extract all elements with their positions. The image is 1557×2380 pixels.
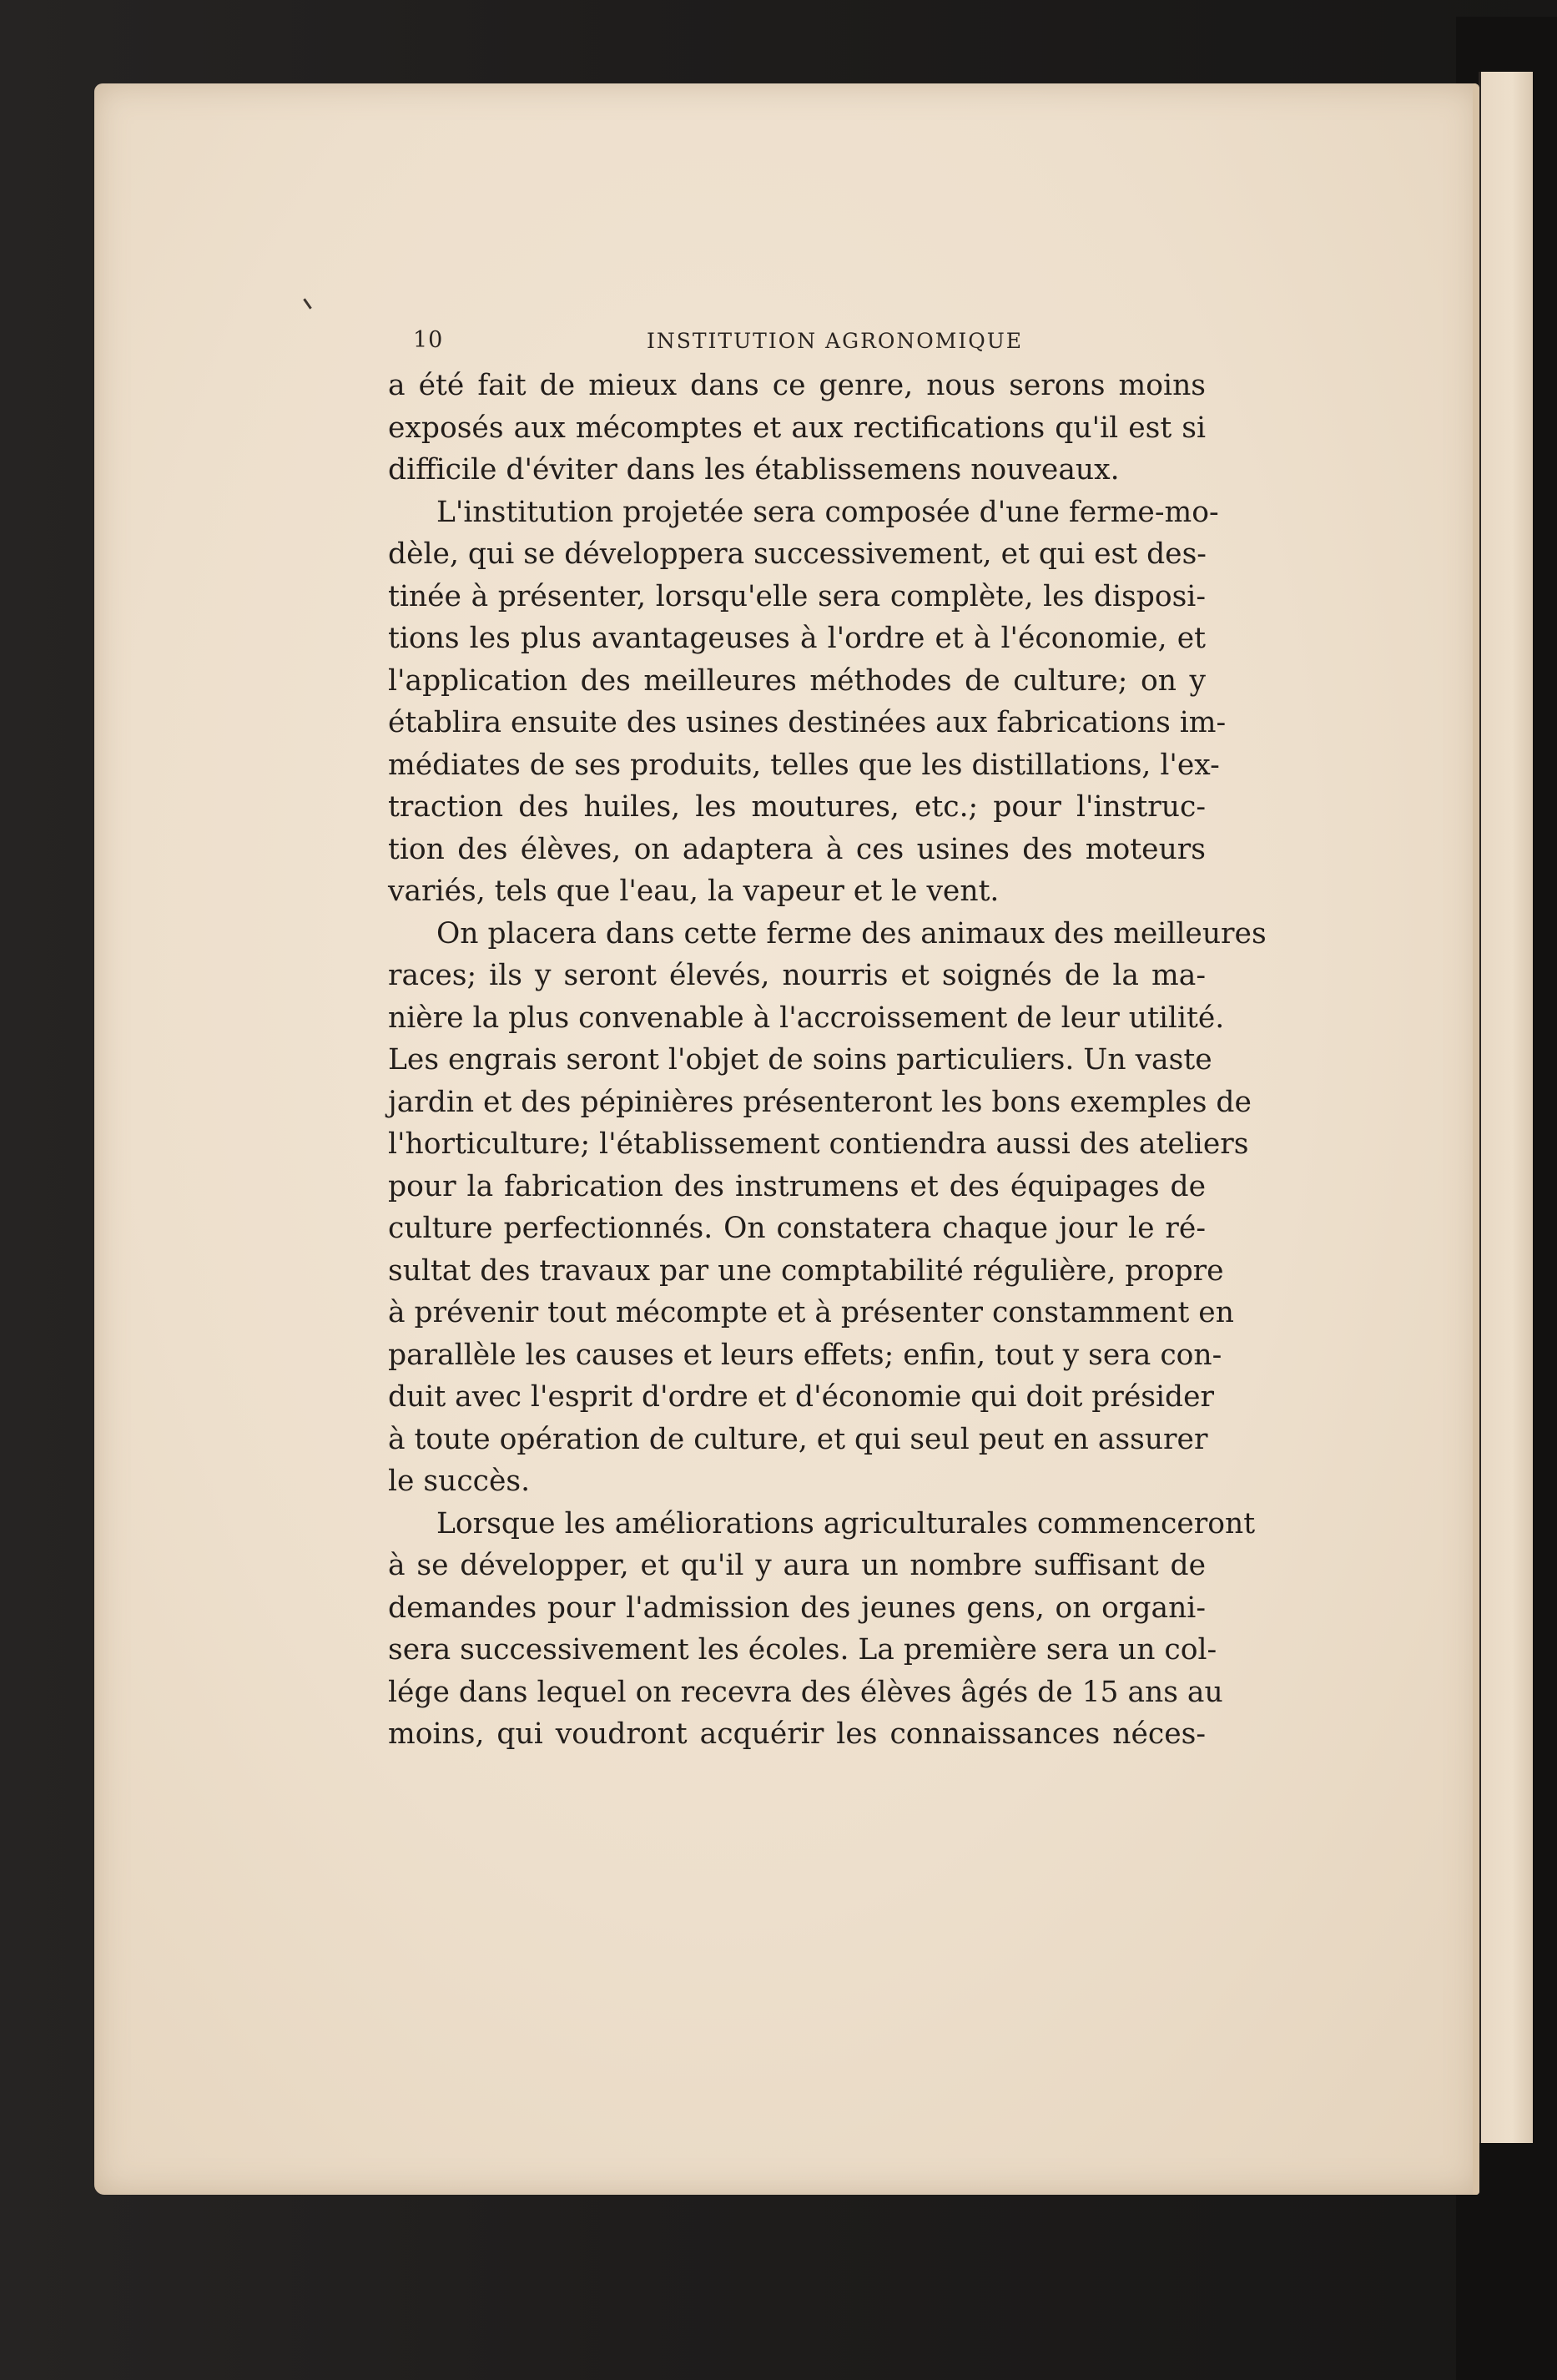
text-line: nière la plus convenable à l'accroissement de leur utilité. (388, 1001, 1225, 1035)
text-line: difficile d'éviter dans les établissemens nouveaux. (388, 453, 1120, 487)
text-line: moins, qui voudront acquérir les connaissances néces- (388, 1717, 1206, 1751)
text-line: culture perfectionnés. On constatera chaque jour le ré- (388, 1212, 1206, 1245)
adjacent-page-edge (1479, 72, 1533, 2143)
text-line: l'application des meilleures méthodes de culture; on y (388, 663, 1206, 698)
page-number: 10 (413, 327, 444, 353)
text-line: établira ensuite des usines destinées aux fabrications im- (388, 706, 1227, 739)
text-line: sera successivement les écoles. La première sera un col- (388, 1633, 1217, 1667)
text-line: exposés aux mécomptes et aux rectifications qu'il est si (388, 411, 1206, 445)
text-line: a été fait de mieux dans ce genre, nous serons moins (388, 369, 1206, 402)
text-line: tinée à présenter, lorsqu'elle sera complète, les disposi- (388, 579, 1206, 613)
text-line: pour la fabrication des instrumens et des équipages de (388, 1169, 1206, 1203)
text-line: races; ils y seront élevés, nourris et soignés de la ma- (388, 959, 1206, 992)
text-line: médiates de ses produits, telles que les distillations, l'ex- (388, 748, 1220, 782)
text-line: à se développer, et qu'il y aura un nombre suffisant de (388, 1549, 1206, 1582)
text-line: lége dans lequel on recevra des élèves âgés de 15 ans au (388, 1675, 1223, 1709)
text-line: tions les plus avantageuses à l'ordre et à l'économie, et (388, 622, 1206, 655)
text-line: On placera dans cette ferme des animaux des meilleures (436, 916, 1267, 950)
text-line: à toute opération de culture, et qui seul peut en assurer (388, 1422, 1208, 1456)
text-line: sultat des travaux par une comptabilité régulière, propre (388, 1253, 1224, 1288)
body-text (388, 365, 1267, 1756)
text-line: l'horticulture; l'établissement contiendra aussi des ateliers (388, 1127, 1249, 1161)
text-line: parallèle les causes et leurs effets; enfin, tout y sera con- (388, 1338, 1222, 1372)
text-line: demandes pour l'admission des jeunes gens, on organi- (388, 1591, 1206, 1625)
running-title: INSTITUTION AGRONOMIQUE (647, 329, 1024, 353)
text-line: le succès. (388, 1465, 531, 1498)
text-line: tion des élèves, on adaptera à ces usines des moteurs (388, 832, 1206, 866)
text-line: dèle, qui se développera successivement, et qui est des- (388, 537, 1207, 571)
running-header (413, 327, 1202, 361)
text-line: variés, tels que l'eau, la vapeur et le vent. (388, 875, 1000, 908)
text-line: traction des huiles, les moutures, etc.; pour l'instruc- (388, 790, 1206, 824)
text-line: à prévenir tout mécompte et à présenter constamment en (388, 1296, 1234, 1329)
text-line: L'institution projetée sera composée d'une ferme-mo- (436, 495, 1219, 529)
text-line: duit avec l'esprit d'ordre et d'économie qui doit présider (388, 1380, 1215, 1414)
text-line: jardin et des pépinières présenteront les bons exemples de (388, 1085, 1252, 1119)
text-line: Lorsque les améliorations agriculturales commenceront (436, 1506, 1256, 1540)
text-line: Les engrais seront l'objet de soins particuliers. Un vaste (388, 1043, 1212, 1077)
